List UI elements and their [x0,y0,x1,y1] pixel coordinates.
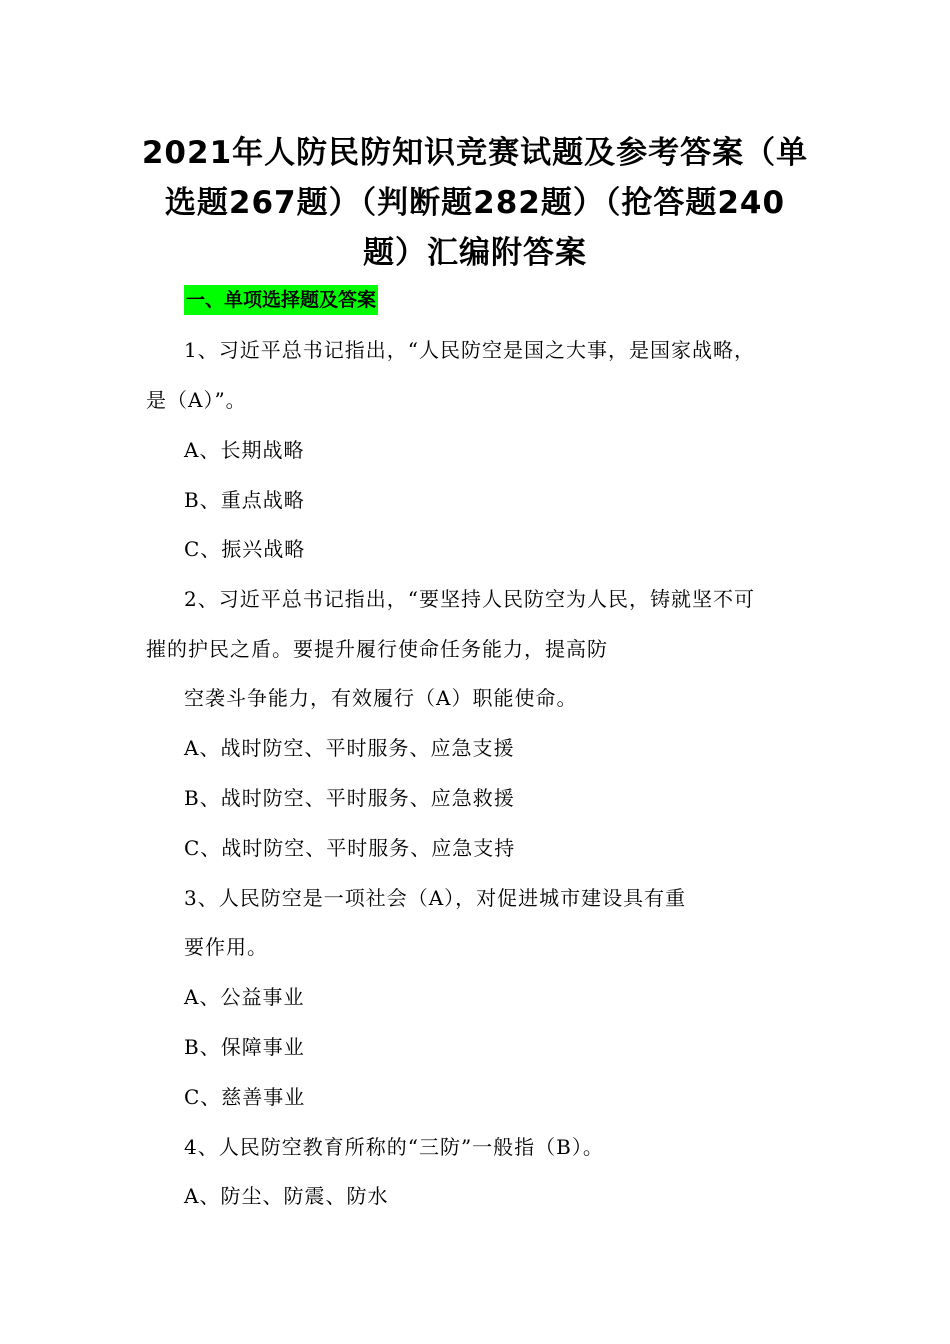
question-3-option-c: C、慈善事业 [184,1085,306,1109]
question-1-text-cont: 是（A）”。 [146,388,247,412]
question-3-option-a: A、公益事业 [184,985,305,1009]
question-2-option-c: C、战时防空、平时服务、应急支持 [184,836,516,860]
question-3-text: 3、人民防空是一项社会（A），对促进城市建设具有重 [184,886,687,910]
document-title [140,128,810,278]
title-line-2: 选题267题）（判断题282题）（抢答题240 [164,185,786,221]
question-1-text: 1、习近平总书记指出，“人民防空是国之大事，是国家战略， [184,338,755,362]
question-1-option-b: B、重点战略 [184,488,305,512]
question-2-option-a: A、战时防空、平时服务、应急支援 [184,736,515,760]
question-3-text-cont: 要作用。 [184,935,268,959]
question-2-text: 2、习近平总书记指出，“要坚持人民防空为人民，铸就坚不可 [184,587,755,611]
question-2-text-cont-2: 空袭斗争能力，有效履行（A）职能使命。 [184,686,578,710]
question-1-option-a: A、长期战略 [184,438,305,462]
question-2-option-b: B、战时防空、平时服务、应急救援 [184,786,515,810]
question-4-option-a: A、防尘、防震、防水 [184,1184,389,1208]
title-line-3: 题）汇编附答案 [363,235,587,271]
question-4-text: 4、人民防空教育所称的“三防”一般指（B）。 [184,1135,604,1159]
question-3-option-b: B、保障事业 [184,1035,305,1059]
section-heading: 一、单项选择题及答案 [184,285,378,315]
question-1-option-c: C、振兴战略 [184,537,306,561]
question-2-text-cont: 摧的护民之盾。要提升履行使命任务能力，提高防 [146,637,608,661]
title-line-1: 2021年人防民防知识竞赛试题及参考答案（单 [141,135,809,171]
